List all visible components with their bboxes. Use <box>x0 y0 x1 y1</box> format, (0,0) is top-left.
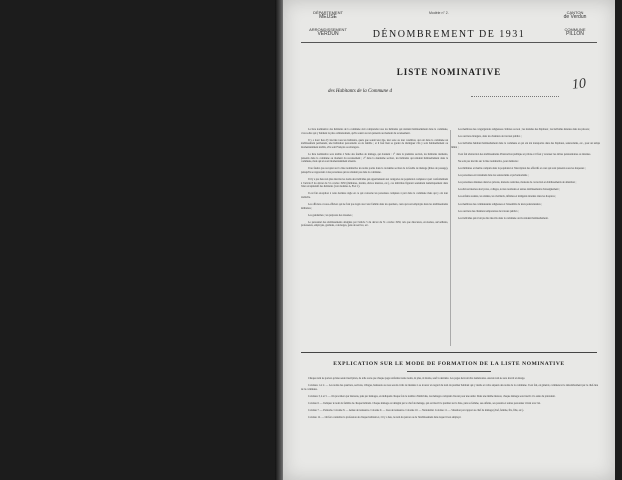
instruction-paragraph: Colonne 6. — Indiquer le nom de famille de chaque habitant. Chaque ménage est désigné par le chef de ménage, qui est inscrit le premier sur la liste, puis sa femme, ses enfants, ses parents et autres personnes vivant avec lui. <box>308 401 541 405</box>
section-rule <box>301 352 597 353</box>
instruction-paragraph: Les membres des congrégations religieuses cloîtrées ou non ; les malades des hôpitaux ; les individus détenus dans les prisons ; <box>458 128 591 131</box>
header-rule <box>301 42 597 43</box>
instruction-paragraph: Les officiers et sous-officiers qui ne font pas logés avec leur famille dans les quartiers, ceux qui sont employés dans les établissements militaires ; <box>301 202 448 210</box>
handwritten-mark: 10 <box>571 76 587 93</box>
instruction-paragraph: Colonne 7. — Prénoms. Colonne 8. — Année de naissance. Colonne 9. — Lieu de naissance. Colonne 10. — Nationalité. Colonne 11. — Situation par rapport au chef de ménage (chef, femme, fils, fille, etc.). <box>308 408 524 412</box>
instruction-paragraph: Il y a donc lieu d'y inscrire tous les habitants, quels que soient leur âge, leur sexe ou leur condition, qui ont dans la commune un établissement permanent, une habitation personnelle ou de famille ; et il faut bien se garder de distinguer s'ils y sont habituellement ou momentanément établis, s'ils sont Français ou étrangers. <box>301 138 448 149</box>
instruction-paragraph: Le personnel des établissements désignés par l'article 5 du décret du 31 octobre 1930, tels que directeurs, économes, surveillants, professeurs, employés, gardiens, concierges, gens de service, etc. <box>301 220 448 228</box>
modele-label: Modèle n° 2. <box>429 11 449 15</box>
instruction-paragraph: Les militaires et marins comptés dans la population à l'inscription des effectifs et ceux qui sont présents sous les drapeaux ; <box>458 167 586 171</box>
instruction-paragraph: Il n'y a pas lieu non plus inscrire les noms des individus qui appartiennent aux catégories de population comptées à part conformément à l'article 8 du décret du 31 octobre 1930 (militaires, marins, élèves internes, etc.), ces individus figurant seulement numériquement dans l'état récapitulatif des habitants (voir modèles A, B et C). <box>301 177 448 189</box>
instruction-paragraph: Les individus qui n'ont pu être inscrits dans la commune où ils résident habituellement. <box>458 216 549 220</box>
instruction-paragraph: Colonnes 3, 4 et 5. — On procédera par maisons, puis par ménages, en indiquant chaque fois le nombre d'individus, les ménages comptant chacun pour une unité. Dans une même maison, chaque ménage sera inscrit à la suite du précédent. <box>308 394 556 398</box>
instruction-paragraph: Colonnes 1 et 2. — Les noms des quartiers, sections, villages, hameaux ou rues seront écrits de manière à se trouver en regard du nom du premier habitant qui y réside et à être séparés des noms de la commune. Il est fait, en général, commencer le dénombrement par le chef-lieu de la commune. <box>301 384 598 391</box>
instruction-paragraph: Il ne faudra pas recopier sur la liste nominative les noms portés dans la troisième section de la feuille de ménage (hôtes de passage), puisqu'ils se rapportent à des personnes qui ne résident pas dans la commune. <box>301 167 448 174</box>
instruction-paragraph: Il est fait exception à cette dernière règle en ce qui concerne les personnes comptées à part dans la commune mais qui y ont leur domicile. <box>301 192 448 199</box>
arrondissement-value: VERDUN <box>317 31 339 37</box>
instructions-left-column <box>301 128 448 231</box>
instruction-paragraph: Les membres des communautés religieuses et l'ensemble de leurs pensionnaires ; <box>458 202 543 206</box>
departement-label: DÉPARTEMENT <box>313 10 343 15</box>
instruction-paragraph: Les personnes en traitement dans les sanatoriums et préventoriums ; <box>458 174 529 178</box>
instruction-paragraph: Les enfants assistés, les aliénés, les vieillards, infirmes et indigents internés dans les hospices ; <box>458 195 557 199</box>
explication-body <box>301 377 598 423</box>
instruction-paragraph: Les individus habitant habituellement dans la commune et qui ont été transportés dans des hôpitaux, sanatoriums, etc., pour un temps limité ; <box>451 142 600 149</box>
instruction-paragraph: Les ouvriers des chantiers temporaires de travaux publics ; <box>458 209 519 213</box>
commune-value: PILLON <box>566 31 584 37</box>
instruction-paragraph: La liste nominative sera établie à l'aide des feuilles de ménage, qui donnent : 1° dans la première section, les habitants résidents, présents dans la commune au moment du recensement ; 2° dans la deuxième section, les habitants qui résident habituellement dans la commune, mais qui en sont momentanément absents. <box>301 152 448 164</box>
instruction-paragraph: Les personnes détenues dans les prisons, maisons centrales, maisons de correction et établissements de détention ; <box>458 181 577 185</box>
arrondissement-label: ARRONDISSEMENT <box>309 27 347 32</box>
instruction-paragraph: Colonne 12. — On fera connaître la profession de chaque habitant et, s'il y a lieu, le nom du patron ou de l'établissement dans lequel il est employé. <box>308 416 462 420</box>
census-page <box>283 0 615 480</box>
canton-box <box>551 10 599 20</box>
instruction-paragraph: Les élèves internes des lycées, collèges, écoles normales et autres établissements d'enseignement ; <box>458 188 560 192</box>
commune-fill-line <box>471 96 559 97</box>
instructions-right-column <box>451 128 600 224</box>
liste-title: LISTE NOMINATIVE <box>396 67 502 77</box>
canton-value: de Verdun <box>563 14 587 20</box>
instruction-paragraph: Il est fait abstraction des établissements d'instruction publique et privée et il faut y recenser les élèves pensionnaires ou internes. <box>458 152 591 156</box>
departement-box <box>301 10 355 20</box>
instruction-paragraph: Chaque nom ne portera qu'une seule inscription, de telle sorte que chaque page renferme trente noms, ni plus, ni moins, sauf la dernière. Les pages devront être numérotées. Aucun nom ne sera inscrit en marge. <box>308 377 526 380</box>
commune-label: COMMUNE <box>564 27 586 32</box>
instruction-paragraph: Les gendarmes ; les préposés des douanes ; <box>308 213 353 217</box>
explication-title: EXPLICATION SUR LE MODE DE FORMATION DE LA LISTE NOMINATIVE <box>333 361 565 367</box>
liste-subtitle: des Habitants de la Commune d <box>328 89 393 94</box>
instruction-paragraph: Ne sont pas inscrits sur la liste nominative, pour mémoire : <box>458 159 520 163</box>
page-title: DÉNOMBREMENT DE 1931 <box>372 29 526 40</box>
instruction-paragraph: La liste nominative des habitants de la commune doit comprendre tous les habitants qui résident habituellement dans la commune, c'est-à-dire qui y habitent le plus ordinairement, qu'ils soient ou non présents au moment du recensement. <box>301 128 448 135</box>
departement-value: MEUSE <box>319 14 337 20</box>
instruction-paragraph: Les ouvriers étrangers, dans les chantiers de travaux publics ; <box>458 135 522 139</box>
explication-rule <box>407 371 491 372</box>
canton-label: CANTON <box>566 10 584 15</box>
